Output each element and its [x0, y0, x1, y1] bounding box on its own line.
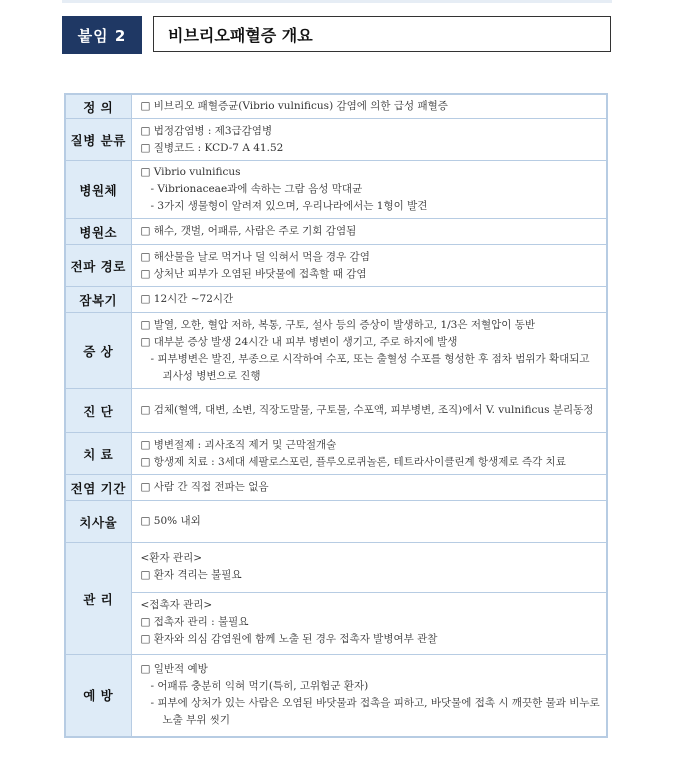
- row-content: [131, 389, 607, 433]
- row-content: [131, 119, 607, 161]
- row-label: 잠복기: [65, 287, 131, 313]
- section-heading: <접촉자 관리>: [132, 592, 607, 614]
- row-label: 병원체: [65, 161, 131, 219]
- row-content: [131, 543, 607, 655]
- table-row: [65, 313, 607, 389]
- sub-item: - Vibrionaceae과에 속하는 그람 음성 막대균: [150, 183, 363, 195]
- bullet-item: □ 검체(혈액, 대변, 소변, 직장도말물, 구토물, 수포액, 피부병변, 조직)에서 V. vulnificus 분리동정: [141, 402, 601, 419]
- bullet-item: □ 사람 간 직접 전파는 없음: [141, 479, 601, 496]
- page-title: 비브리오패혈증 개요: [153, 16, 611, 52]
- top-decorative-strip: [62, 0, 612, 3]
- bullet-item: □ 법정감염병 : 제3급감염병: [141, 123, 601, 140]
- bullet-item: □ 비브리오 패혈증균(Vibrio vulnificus) 감염에 의한 급성 패혈증: [141, 98, 601, 115]
- page-header: [62, 16, 614, 56]
- table-row: [65, 543, 607, 655]
- table-row: [65, 389, 607, 433]
- bullet-item: □ 대부분 증상 발생 24시간 내 피부 병변이 생기고, 주로 하지에 발생: [141, 334, 601, 351]
- sub-item: - 3가지 생물형이 알려져 있으며, 우리나라에서는 1형이 발견: [150, 200, 428, 212]
- table-row: [65, 245, 607, 287]
- bullet-item: □ 병변절제 : 괴사조직 제거 및 근막절개술: [141, 437, 601, 454]
- row-content: [131, 287, 607, 313]
- bullet-item: □ 일반적 예방: [141, 661, 601, 678]
- row-label: 진 단: [65, 389, 131, 433]
- table-row: [65, 119, 607, 161]
- table-row: [65, 501, 607, 543]
- row-content: [131, 475, 607, 501]
- row-label: 병원소: [65, 219, 131, 245]
- row-content: [131, 655, 607, 737]
- section-heading: <환자 관리>: [140, 551, 203, 564]
- overview-table: [64, 93, 608, 738]
- bullet-item: □ 발열, 오한, 혈압 저하, 복통, 구토, 설사 등의 증상이 발생하고, 1/3은 저혈압이 동반: [141, 317, 601, 334]
- bullet-item: □ 상처난 피부가 오염된 바닷물에 접촉할 때 감염: [141, 266, 601, 283]
- bullet-item: □ 50% 내외: [141, 513, 601, 530]
- table-row: [65, 655, 607, 737]
- row-label: 관 리: [65, 543, 131, 655]
- bullet-item: □ 해산물을 날로 먹거나 덜 익혀서 먹을 경우 감염: [141, 249, 601, 266]
- row-content: [131, 245, 607, 287]
- row-label: 전염 기간: [65, 475, 131, 501]
- row-label: 질병 분류: [65, 119, 131, 161]
- bullet-item: □ 질병코드 : KCD-7 A 41.52: [141, 140, 601, 157]
- row-content: [131, 219, 607, 245]
- row-label: 치 료: [65, 433, 131, 475]
- row-content: [131, 501, 607, 543]
- table-row: [65, 161, 607, 219]
- bullet-item: □ Vibrio vulnificus: [141, 164, 601, 181]
- row-content: [131, 433, 607, 475]
- row-label: 치사율: [65, 501, 131, 543]
- row-label: 전파 경로: [65, 245, 131, 287]
- row-content: [131, 313, 607, 389]
- bullet-item: □ 환자와 의심 감염원에 함께 노출 된 경우 접촉자 발병여부 관찰: [141, 631, 601, 648]
- sub-item: - 피부에 상처가 있는 사람은 오염된 바닷물과 접촉을 피하고, 바닷물에 접촉 시 깨끗한 물과 비누로 노출 부위 씻기: [150, 697, 600, 727]
- table-row: [65, 287, 607, 313]
- sub-item: - 피부병변은 발진, 부종으로 시작하여 수포, 또는 출혈성 수포를 형성한 후 점차 범위가 확대되고 괴사성 병변으로 진행: [150, 352, 590, 382]
- bullet-item: □ 항생제 치료 : 3세대 세팔로스포린, 플루오로퀴놀론, 테트라사이클린계 항생제로 즉각 치료: [141, 454, 601, 471]
- row-content: [131, 161, 607, 219]
- bullet-item: □ 12시간 ~72시간: [141, 291, 601, 308]
- table-row: [65, 475, 607, 501]
- table-row: [65, 94, 607, 119]
- row-label: 예 방: [65, 655, 131, 737]
- row-label: 증 상: [65, 313, 131, 389]
- row-content: [131, 94, 607, 119]
- table-row: [65, 433, 607, 475]
- sub-item: - 어패류 충분히 익혀 먹기(특히, 고위험군 환자): [150, 680, 369, 693]
- bullet-item: □ 해수, 갯벌, 어패류, 사람은 주로 기회 감염됨: [141, 223, 601, 240]
- attachment-badge: 붙임 2: [62, 16, 142, 54]
- table-row: [65, 219, 607, 245]
- bullet-item: □ 접촉자 관리 : 불필요: [141, 614, 601, 631]
- bullet-item: □ 환자 격리는 불필요: [141, 567, 601, 584]
- row-label: 정 의: [65, 94, 131, 119]
